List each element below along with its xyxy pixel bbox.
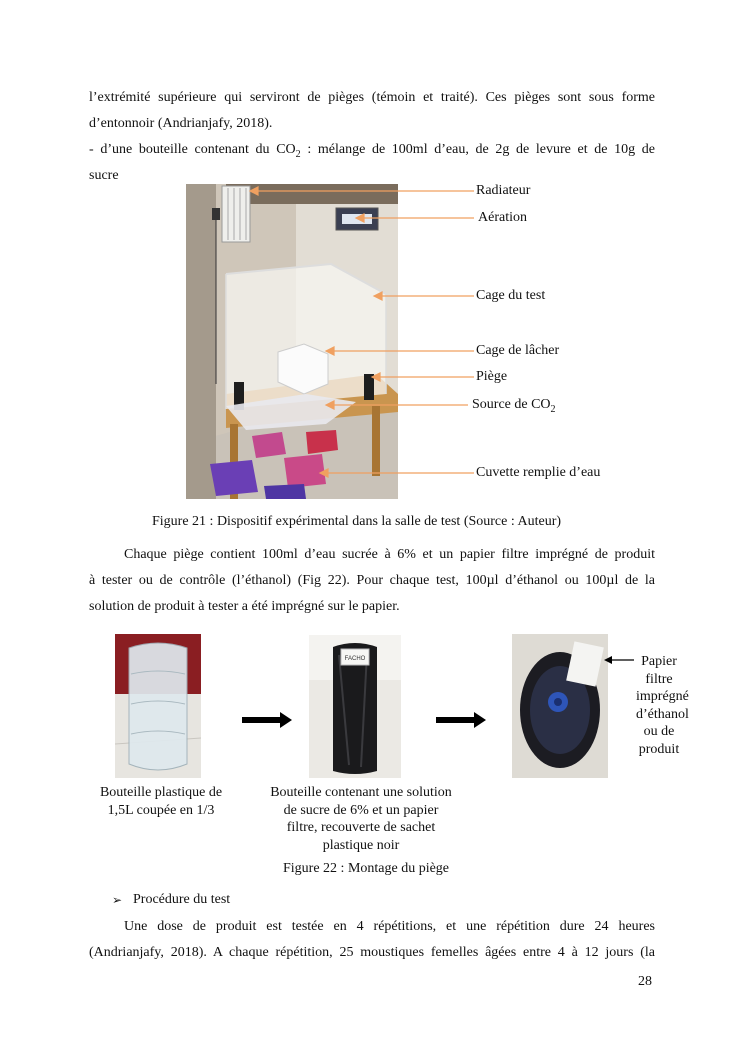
label-piege: Piège [476, 369, 508, 384]
photo-cut-bottle [115, 634, 201, 778]
intro-line-3-post: : mélange de 100ml d’eau, de 2g de levure et de 10g de [300, 142, 655, 157]
filter-label-6: produit [638, 741, 680, 757]
label-cage-lacher: Cage de lâcher [476, 343, 560, 358]
para1-line-3: solution de produit à tester a été imprégné sur le papier. [89, 599, 400, 614]
arrowhead-piege [372, 373, 380, 381]
step1-caption-2: 1,5L coupée en 1/3 [107, 802, 215, 818]
filter-paper-pointer [604, 653, 636, 667]
arrowhead-aeration [356, 214, 364, 222]
procedure-line-1: Une dose de produit est testée en 4 répétitions, et une répétition dure 24 heures [124, 919, 655, 934]
figure-21-caption: Figure 21 : Dispositif expérimental dans la salle de test (Source : Auteur) [152, 514, 562, 529]
arrowhead-radiateur [250, 187, 258, 195]
filter-label-5: ou de [643, 724, 675, 739]
step2-caption-4: plastique noir [322, 837, 400, 853]
arrowhead-cage-lacher [326, 347, 334, 355]
label-radiateur: Radiateur [476, 183, 531, 198]
arrowhead-source [326, 401, 334, 409]
filter-paper-label [636, 653, 689, 758]
intro-line-1: l’extrémité supérieure qui serviront de pièges (témoin et traité). Ces pièges sont sous forme [89, 90, 655, 105]
procedure-heading: Procédure du test [133, 892, 231, 907]
figure-22-caption: Figure 22 : Montage du piège [283, 861, 450, 876]
label-cage-test: Cage du test [476, 288, 546, 303]
step1-caption-1: Bouteille plastique de [99, 785, 223, 800]
figure-21-arrows [240, 180, 480, 490]
intro-line-2: d’entonnoir (Andrianjafy, 2018). [89, 116, 273, 131]
intro-line-3-sub: 2 [295, 148, 301, 160]
page-number: 28 [638, 974, 652, 989]
para1-line-2: à tester ou de contrôle (l’éthanol) (Fig 22). Pour chaque test, 100µl d’éthanol ou 100µl de la [89, 573, 655, 588]
step-arrow-1 [240, 710, 300, 730]
label-cuvette: Cuvette remplie d’eau [476, 465, 601, 480]
intro-line-3-pre: - d’une bouteille contenant du CO [89, 142, 296, 157]
photo-filter-paper [512, 634, 608, 778]
filter-label-4: d’éthanol [636, 706, 689, 722]
bullet-arrow-icon: ➢ [112, 893, 123, 907]
step1-caption [88, 784, 234, 819]
intro-line-4: sucre [89, 168, 119, 183]
arrowhead-cuvette [320, 469, 328, 477]
label-source-co2 [472, 397, 556, 415]
label-source-pre: Source de CO [472, 397, 551, 412]
para1-line-1: Chaque piège contient 100ml d’eau sucrée à 6% et un papier filtre imprégné de produit [124, 547, 655, 562]
label-source-sub: 2 [550, 403, 556, 415]
label-aeration: Aération [478, 210, 527, 225]
step2-caption-1: Bouteille contenant une solution [270, 785, 452, 800]
arrowhead-cage-test [374, 292, 382, 300]
step2-caption-3: filtre, recouverte de sachet [286, 820, 436, 835]
step2-caption-2: de sucre de 6% et un papier [283, 802, 439, 818]
filter-label-1: Papier [641, 654, 677, 669]
procedure-line-2: (Andrianjafy, 2018). A chaque répétition, 25 moustiques femelles âgées entre 4 à 12 jours (la [89, 945, 655, 960]
step-arrow-2 [434, 710, 494, 730]
filter-label-3: imprégné [636, 689, 689, 704]
step2-caption [258, 784, 464, 854]
filter-label-2: filtre [645, 671, 673, 687]
bottle-label-text: FACHO [344, 656, 366, 662]
photo-covered-bottle [309, 635, 401, 778]
